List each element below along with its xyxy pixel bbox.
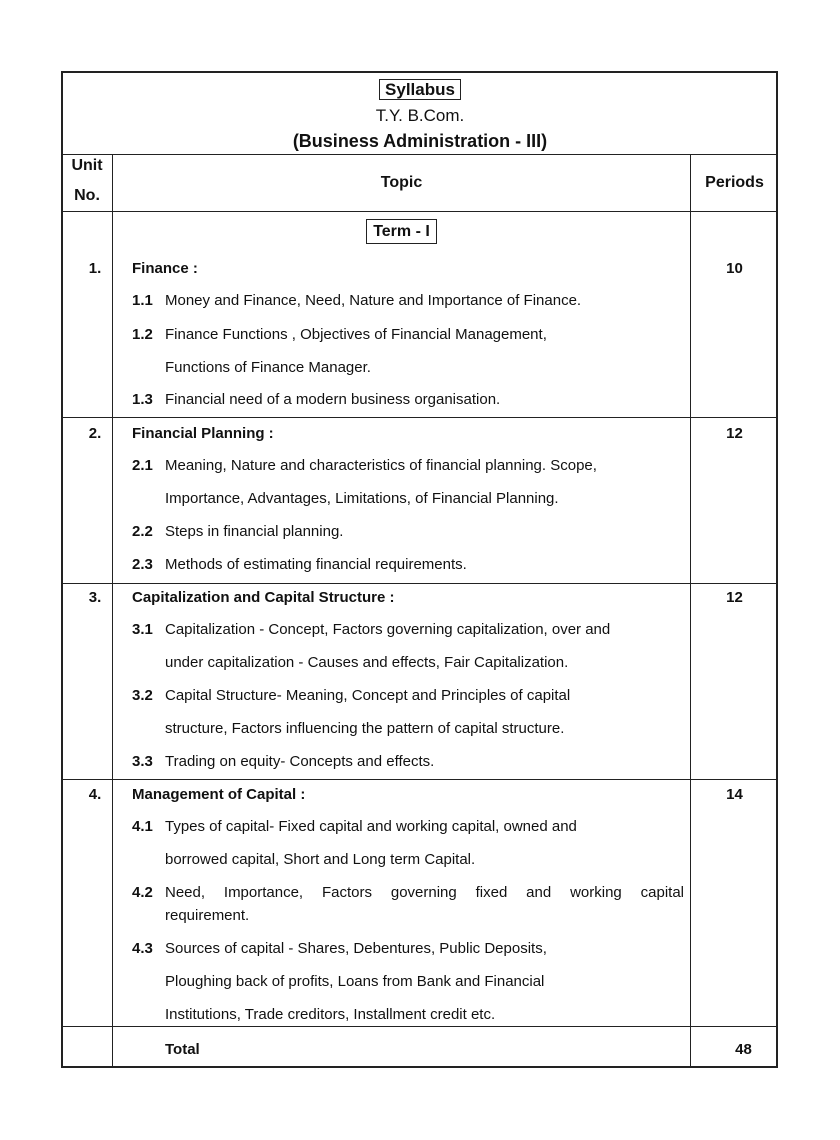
subtopic-number: 4.1 [132,818,153,835]
subtopic-text: Capital Structure- Meaning, Concept and Principles of capital [165,687,571,704]
rule-unit1-bottom [61,417,778,418]
subtopic-number: 2.1 [132,457,153,474]
subtopic-text: Sources of capital - Shares, Debentures, Public Deposits, [165,940,547,957]
rule-unit2-bottom [61,583,778,584]
unit-periods: 10 [726,260,743,277]
unit-periods: 14 [726,786,743,803]
subtopic-text: Money and Finance, Need, Nature and Importance of Finance. [165,292,582,309]
term-heading: Term - I [366,219,437,244]
subject-name: (Business Administration - III) [292,131,548,151]
subtopic-text: requirement. [165,907,250,924]
subtopic-text: Capitalization - Concept, Factors governing capitalization, over and [165,621,611,638]
unit-title: Capitalization and Capital Structure : [132,589,395,606]
unit-title: Finance : [132,260,198,277]
total-periods: 48 [735,1041,752,1058]
subtopic-number: 4.2 [132,884,153,901]
subtopic-number: 3.2 [132,687,153,704]
subtopic-text: Ploughing back of profits, Loans from Bank and Financial [165,973,545,990]
subtopic-number: 1.1 [132,292,153,309]
unit-number: 2. [88,425,102,442]
subtopic-text: Trading on equity- Concepts and effects. [165,753,435,770]
term-heading-wrap [113,223,690,241]
subtopic-text: Methods of estimating financial requirements. [165,556,467,573]
unit-periods: 12 [726,589,743,606]
subtopic-text: under capitalization - Causes and effects, Fair Capitalization. [165,654,569,671]
unit-number: 1. [88,260,102,277]
syllabus-heading-wrap [0,80,840,100]
subtopic-text: Steps in financial planning. [165,523,344,540]
col-topic-label: Topic [380,174,423,191]
subtopic-text: Importance, Advantages, Limitations, of Financial Planning. [165,490,559,507]
rule-header-bottom [61,154,778,155]
rule-colhead-bottom [61,211,778,212]
subtopic-text: Institutions, Trade creditors, Installment credit etc. [165,1006,496,1023]
subtopic-text: Types of capital- Fixed capital and working capital, owned and [165,818,577,835]
col-no-label: No. [74,187,100,204]
course-name: T.Y. B.Com. [375,106,465,125]
unit-title: Management of Capital : [132,786,306,803]
subtopic-text: borrowed capital, Short and Long term Capital. [165,851,476,868]
rule-col2 [690,154,691,1067]
col-unit-label: Unit [71,157,103,174]
col-periods-label: Periods [705,174,764,191]
unit-periods: 12 [726,425,743,442]
subtopic-number: 3.3 [132,753,153,770]
rule-unit4-bottom [61,1026,778,1027]
unit-title: Financial Planning : [132,425,274,442]
subtopic-text: Meaning, Nature and characteristics of financial planning. Scope, [165,457,597,474]
syllabus-heading: Syllabus [379,79,461,100]
subtopic-number: 4.3 [132,940,153,957]
subtopic-number: 2.3 [132,556,153,573]
total-label: Total [165,1041,200,1058]
subtopic-text: Functions of Finance Manager. [165,359,371,376]
subtopic-number: 2.2 [132,523,153,540]
subtopic-text: Financial need of a modern business organisation. [165,391,501,408]
subtopic-text: Finance Functions , Objectives of Financial Management, [165,326,547,343]
subtopic-text: structure, Factors influencing the pattern of capital structure. [165,720,565,737]
subtopic-number: 1.2 [132,326,153,343]
subtopic-number: 1.3 [132,391,153,408]
unit-number: 4. [88,786,102,803]
subtopic-number: 3.1 [132,621,153,638]
rule-col1 [112,154,113,1067]
unit-number: 3. [88,589,102,606]
subtopic-text: Need, Importance, Factors governing fixed and working capital [165,884,684,901]
rule-unit3-bottom [61,779,778,780]
